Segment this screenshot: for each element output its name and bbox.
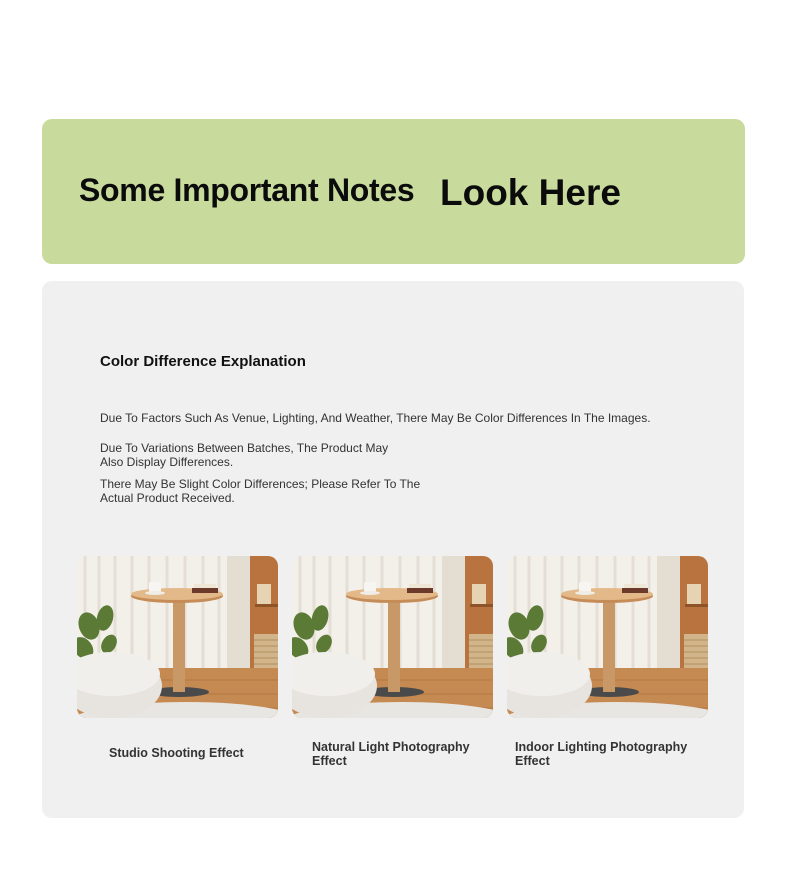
natural-light-photo [292,556,493,718]
studio-photo [77,556,278,718]
photo-caption: Natural Light Photography Effect [312,740,470,768]
note-item: Due To Factors Such As Venue, Lighting, And Weather, There May Be Color Differences In The Images. [100,411,651,425]
note-item: There May Be Slight Color Differences; Please Refer To The Actual Product Received. [100,477,421,505]
section-title: Color Difference Explanation [100,353,306,370]
banner-subtitle: Look Here [440,172,621,213]
notes-banner [42,119,745,264]
note-item: Due To Variations Between Batches, The Product May Also Display Differences. [100,441,389,469]
photo-caption: Indoor Lighting Photography Effect [515,740,688,768]
notes-panel [42,281,744,818]
indoor-lighting-photo [507,556,708,718]
banner-title: Some Important Notes [79,172,415,208]
photo-caption: Studio Shooting Effect [109,746,244,760]
